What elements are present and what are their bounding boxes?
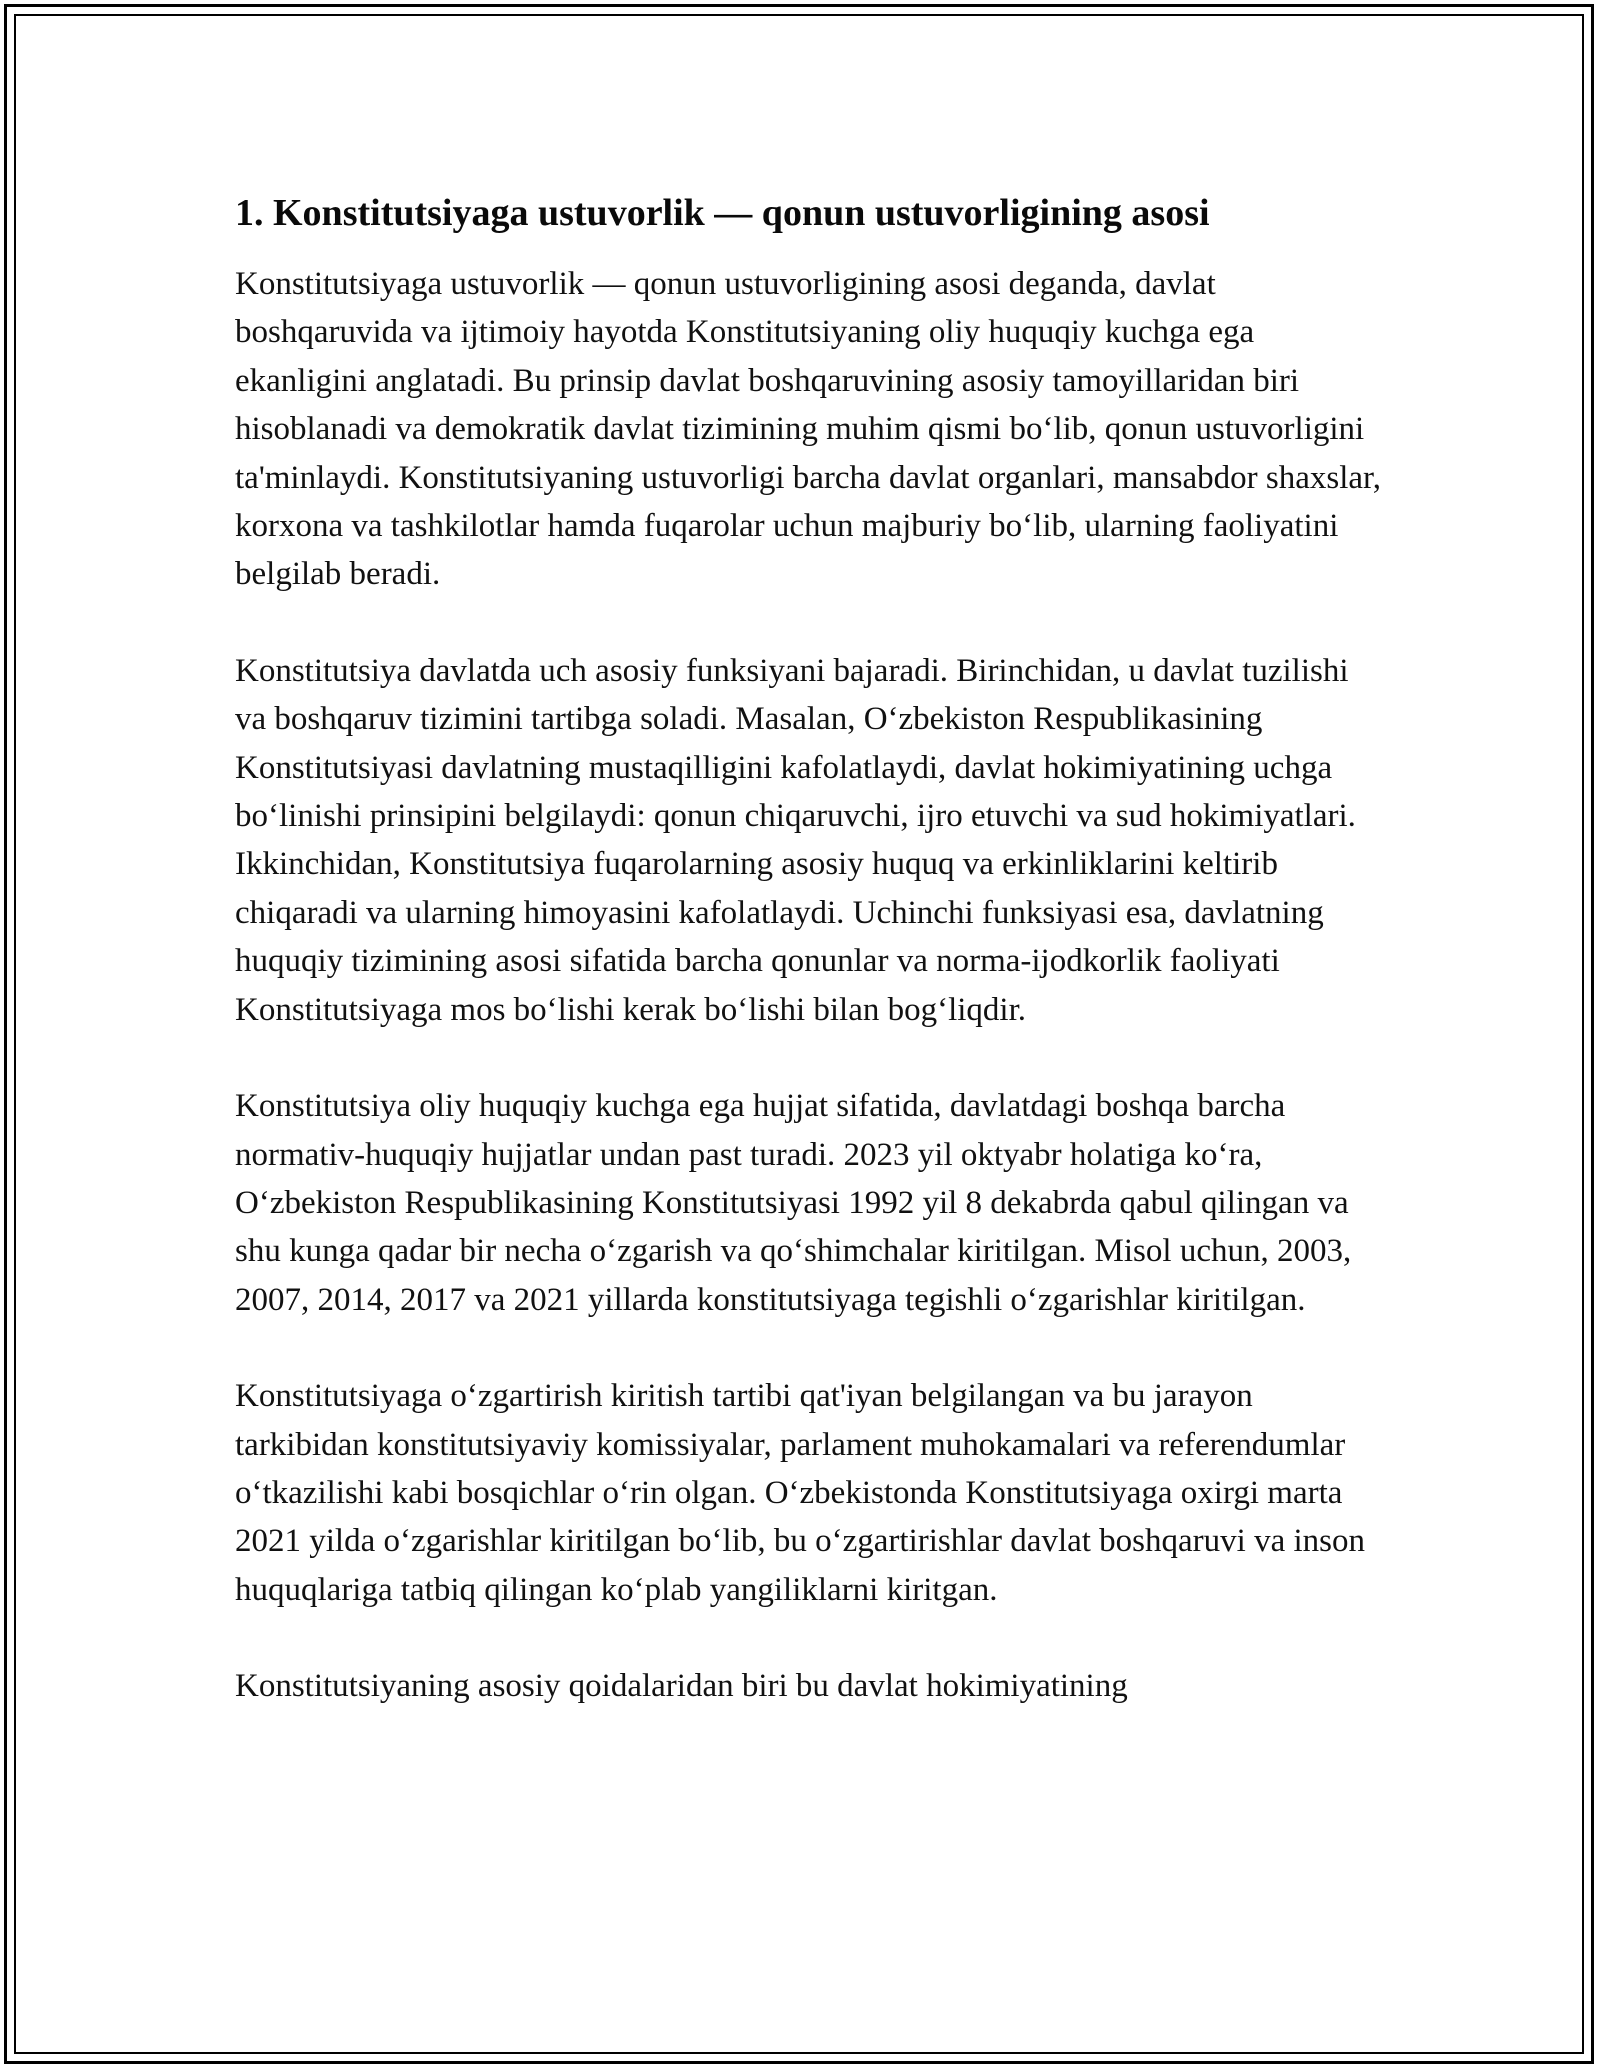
document-body xyxy=(235,188,1385,1711)
section-title: 1. Konstitutsiyaga ustuvorlik — qonun ustuvorligining asosi xyxy=(235,192,1210,234)
paragraph-5: Konstitutsiyaning asosiy qoidalaridan biri bu davlat hokimiyatining xyxy=(235,1668,1128,1705)
paragraph-4: Konstitutsiyaga o‘zgartirish kiritish tartibi qat'iyan belgilangan va bu jarayon tarkibidan konstitutsiyaviy komissiyalar, parlament muhokamalari va referendumlar o‘tkazilishi kabi bosqichlar o‘rin olgan. O‘zbekistonda Konstitutsiyaga oxirgi marta 2021 yilda o‘zgarishlar kiritilgan bo‘lib, bu o‘zgartirishlar davlat boshqaruvi va inson huquqlariga tatbiq qilingan ko‘plab yangiliklarni kiritgan. xyxy=(235,1378,1365,1608)
paragraph-2: Konstitutsiya davlatda uch asosiy funksiyani bajaradi. Birinchidan, u davlat tuzilishi va boshqaruv tizimini tartibga soladi. Masalan, O‘zbekiston Respublikasining Konstitutsiyasi davlatning mustaqilligini kafolatlaydi, davlat hokimiyatining uchga bo‘linishi prinsipini belgilaydi: qonun chiqaruvchi, ijro etuvchi va sud hokimiyatlari. Ikkinchidan, Konstitutsiya fuqarolarning asosiy huquq va erkinliklarini keltirib chiqaradi va ularning himoyasini kafolatlaydi. Uchinchi funksiyasi esa, davlatning huquqiy tizimining asosi sifatida barcha qonunlar va norma-ijodkorlik faoliyati Konstitutsiyaga mos bo‘lishi kerak bo‘lishi bilan bog‘liqdir. xyxy=(235,652,1356,1028)
paragraph-1: Konstitutsiyaga ustuvorlik — qonun ustuvorligining asosi deganda, davlat boshqaruvida va ijtimoiy hayotda Konstitutsiyaning oliy huquqiy kuchga ega ekanligini anglatadi. Bu prinsip davlat boshqaruvining asosiy tamoyillaridan biri hisoblanadi va demokratik davlat tizimining muhim qismi bo‘lib, qonun ustuvorligini ta'minlaydi. Konstitutsiyaning ustuvorligi barcha davlat organlari, mansabdor shaxslar, korxona va tashkilotlar hamda fuqarolar uchun majburiy bo‘lib, ularning faoliyatini belgilab beradi. xyxy=(235,266,1381,593)
paragraph-3: Konstitutsiya oliy huquqiy kuchga ega hujjat sifatida, davlatdagi boshqa barcha normativ-huquqiy hujjatlar undan past turadi. 2023 yil oktyabr holatiga ko‘ra, O‘zbekiston Respublikasining Konstitutsiyasi 1992 yil 8 dekabrda qabul qilingan va shu kunga qadar bir necha o‘zgarish va qo‘shimchalar kiritilgan. Misol uchun, 2003, 2007, 2014, 2017 va 2021 yillarda konstitutsiyaga tegishli o‘zgarishlar kiritilgan. xyxy=(235,1088,1352,1318)
